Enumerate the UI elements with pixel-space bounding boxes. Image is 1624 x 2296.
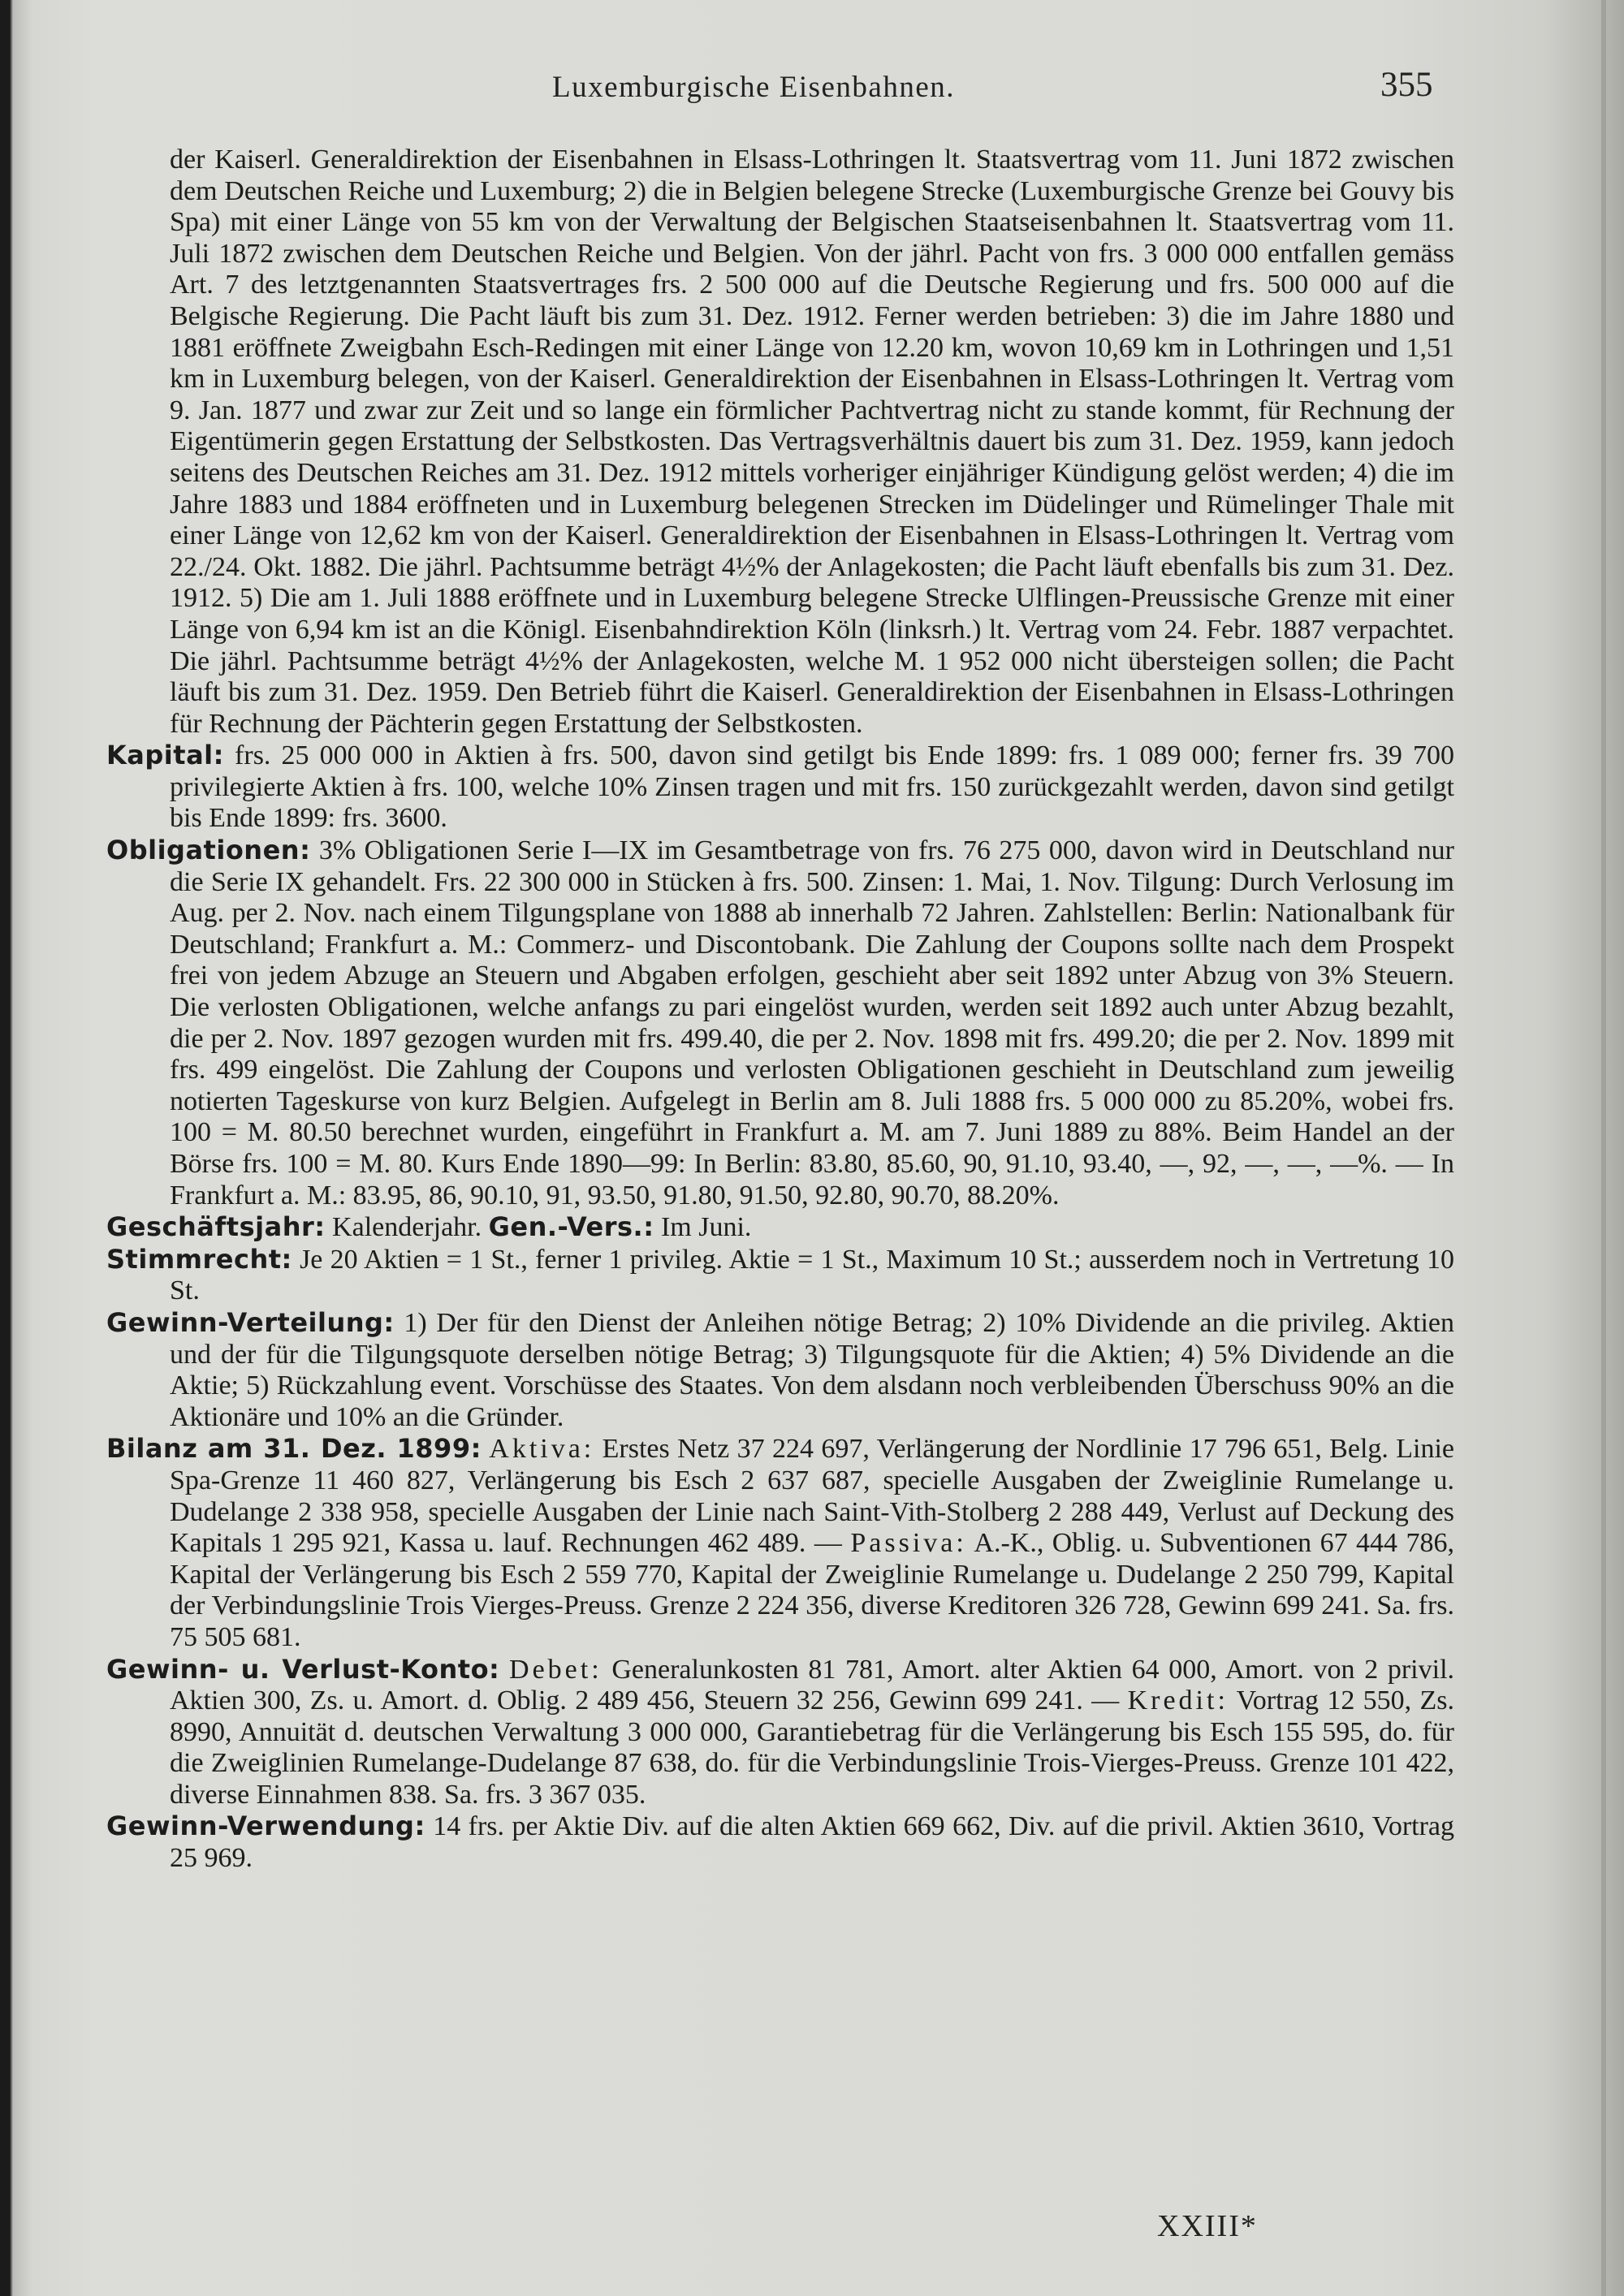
signature-mark: XXIII* (1157, 2209, 1258, 2243)
debet-label: Debet: (509, 1654, 603, 1685)
aktiva-text: Erstes Netz 37 224 697, Verlängerung der Nordlinie 17 796 651, Belg. Linie Spa-Grenze 11 460 827, Verlängerung bis Esch 2 637 687, specielle Ausgaben der Zweiglinie Rumelange u. Dudelange 2 338 958, specielle Ausgaben der Linie nach Saint-Vith-Stolberg 2 288 449, Verlust auf Deckung des Kapitals 1 295 921, Kassa u. lauf. Rechnungen 462 489. — (170, 1434, 1455, 1559)
section-text: Kalenderjahr. (332, 1212, 482, 1243)
scan-edge (1601, 0, 1606, 2296)
section-label: Bilanz am 31. Dez. 1899: (106, 1433, 482, 1465)
kredit-text: Vortrag 12 550, Zs. 8990, Annuität d. deutschen Verwaltung 3 000 000, Garantiebetrag für die Verlängerung bis Esch 155 595, do. für die Zweiglinien Rumelange-Dudelange 87 638, do. für die Verbindungslinie Trois-Vierges-Preuss. Grenze 101 422, diverse Einnahmen 838. Sa. frs. 3 367 035. (170, 1685, 1455, 1810)
section-label: Gewinn-Verwendung: (106, 1810, 425, 1842)
page-header (0, 66, 1624, 119)
continuation-paragraph: der Kaiserl. Generaldirektion der Eisenbahnen in Elsass-Lothringen lt. Staatsvertrag vom 11. Juni 1872 zwischen dem Deutschen Reiche und Luxemburg; 2) die in Belgien belegene Strecke (Luxemburgische Grenze bei Gouvy bis Spa) mit einer Länge von 55 km von der Verwaltung der Belgischen Staatseisenbahnen lt. Staatsvertrag vom 11. Juli 1872 zwischen dem Deutschen Reiche und Belgien. Von der jährl. Pacht von frs. 3 000 000 entfallen gemäss Art. 7 des letztgenannten Staatsvertrages frs. 2 500 000 auf die Deutsche Regierung und frs. 500 000 auf die Belgische Regierung. Die Pacht läuft bis zum 31. Dez. 1912. Ferner werden betrieben: 3) die im Jahre 1880 und 1881 eröffnete Zweigbahn Esch-Redingen mit einer Länge von 12.20 km, wovon 10,69 km in Lothringen und 1,51 km in Luxemburg belegen, von der Kaiserl. Generaldirektion der Eisenbahnen in Elsass-Lothringen lt. Vertrag vom 9. Jan. 1877 und zwar zur Zeit und so lange ein förmlicher Pachtvertrag nicht zu stande kommt, für Rechnung der Eigentümerin gegen Erstattung der Selbstkosten. Das Vertragsverhältnis dauert bis zum 31. Dez. 1959, kann jedoch seitens des Deutschen Reiches am 31. Dez. 1912 mittels vorheriger einjähriger Kündigung gelöst werden; 4) die im Jahre 1883 und 1884 eröffneten und in Luxemburg belegenen Strecken im Düdelinger und Rümelinger Thale mit einer Länge von 12,62 km von der Kaiserl. Generaldirektion der Eisenbahnen in Elsass-Lothringen lt. Vertrag vom 22./24. Okt. 1882. Die jährl. Pachtsumme beträgt 4½% der Anlagekosten; die Pacht läuft ebenfalls bis zum 31. Dez. 1912. 5) Die am 1. Juli 1888 eröffnete und in Luxemburg belegene Strecke Ulflingen-Preussische Grenze mit einer Länge von 6,94 km ist an die Königl. Eisenbahndirektion Köln (linksrh.) lt. Vertrag vom 24. Febr. 1887 verpachtet. Die jährl. Pachtsumme beträgt 4½% der Anlagekosten, welche M. 1 952 000 nicht übersteigen sollen; die Pacht läuft bis zum 31. Dez. 1959. Den Betrieb führt die Kaiserl. Generaldirektion der Eisenbahnen in Elsass-Lothringen für Rechnung der Pächterin gegen Erstattung der Selbstkosten. (170, 145, 1454, 739)
section-label: Gewinn- u. Verlust-Konto: (106, 1653, 500, 1685)
running-title: Luxemburgische Eisenbahnen. (552, 71, 956, 104)
aktiva-label: Aktiva: (489, 1434, 595, 1465)
section-text: 3% Obligationen Serie I—IX im Gesamtbetrage von frs. 76 275 000, davon wird in Deutschland nur die Serie IX gehandelt. Frs. 22 300 000 in Stücken à frs. 500. Zinsen: 1. Mai, 1. Nov. Tilgung: Durch Verlosung im Aug. per 2. Nov. nach einem Tilgungsplane von 1888 ab innerhalb 72 Jahren. Zahlstellen: Berlin: Nationalbank für Deutschland; Frankfurt a. M.: Commerz- und Discontobank. Die Zahlung der Coupons sollte nach dem Prospekt frei von jedem Abzuge an Steuern und Abgaben erfolgen, geschieht aber seit 1892 unter Abzug von 3% Steuern. Die verlosten Obligationen, welche anfangs zu pari eingelöst wurden, werden seit 1892 auch unter Abzug bezahlt, die per 2. Nov. 1897 gezogen wurden mit frs. 499.40, die per 2. Nov. 1898 mit frs. 499.20; die per 2. Nov. 1899 mit frs. 499 eingelöst. Die Zahlung der Coupons und verlosten Obligationen geschieht in Deutschland zum jeweilig notierten Tageskurse von kurz Belgien. Aufgelegt in Berlin am 8. Juli 1888 frs. 5 000 000 zu 85.20%, wobei frs. 100 = M. 80.50 berechnet wurden, eingeführt in Frankfurt a. M. am 7. Juni 1889 zu 88%. Beim Handel an der Börse frs. 100 = M. 80. Kurs Ende 1890—99: In Berlin: 83.80, 85.60, 90, 91.10, 93.40, —, 92, —, —, —%. — In Frankfurt a. M.: 83.95, 86, 90.10, 91, 93.50, 91.80, 91.50, 92.80, 90.70, 88.20%. (170, 835, 1455, 1211)
kredit-label: Kredit: (1127, 1685, 1229, 1716)
section-text: frs. 25 000 000 in Aktien à frs. 500, davon sind getilgt bis Ende 1899: frs. 1 089 000; ferner frs. 39 700 privilegierte Aktien à frs. 100, welche 10% Zinsen tragen und mit frs. 150 zurückgezahlt werden, davon sind getilgt bis Ende 1899: frs. 3600. (170, 740, 1454, 834)
section-text: 1) Der für den Dienst der Anleihen nötige Betrag; 2) 10% Dividende an die privileg. Aktien und der für die Tilgungsquote derselben nötige Betrag; 3) Tilgungsquote für die Aktien; 4) 5% Dividende an die Aktie; 5) Rückzahlung event. Vorschüsse des Staates. Von dem alsdann noch verbleibenden Überschuss 90% an die Aktionäre und 10% an die Gründer. (170, 1307, 1454, 1432)
section-gewinn-verteilung (106, 1307, 1454, 1433)
section-text: Je 20 Aktien = 1 St., ferner 1 privileg. Aktie = 1 St., Maximum 10 St.; ausserdem noch in Vertretung 10 St. (170, 1244, 1455, 1306)
section-gewinn-verwendung (106, 1810, 1454, 1874)
page-number: 355 (1380, 66, 1433, 104)
section-kapital (106, 740, 1454, 835)
section-bilanz (106, 1433, 1454, 1653)
section-label: Gewinn-Verteilung: (106, 1306, 395, 1338)
section-gewinn-verlust (106, 1654, 1454, 1811)
passiva-label: Passiva: (850, 1528, 967, 1559)
section-label: Obligationen: (106, 835, 311, 866)
section-text: 14 frs. per Aktie Div. auf die alten Aktien 669 662, Div. auf die privil. Aktien 3610, Vortrag 25 969. (170, 1811, 1455, 1874)
page-body (106, 145, 1454, 1875)
section-label: Geschäftsjahr: (106, 1211, 326, 1243)
debet-text: Generalunkosten 81 781, Amort. alter Aktien 64 000, Amort. von 2 privil. Aktien 300, Zs. u. Amort. d. Oblig. 2 489 456, Steuern 32 256, Gewinn 699 241. — (170, 1654, 1455, 1716)
section-label-gen-vers: Gen.-Vers.: (488, 1211, 654, 1243)
section-stimmrecht (106, 1244, 1454, 1307)
section-text-gen-vers: Im Juni. (660, 1212, 752, 1243)
section-geschaeftsjahr (106, 1211, 1454, 1244)
section-label: Kapital: (106, 740, 224, 771)
section-obligationen (106, 835, 1454, 1211)
section-label: Stimmrecht: (106, 1243, 292, 1275)
passiva-text: A.-K., Oblig. u. Subventionen 67 444 786, Kapital der Verlängerung bis Esch 2 559 770, Kapital der Zweiglinie Rumelange u. Dudelange 2 250 799, Kapital der Verbindungslinie Trois Vierges-Preuss. Grenze 2 224 356, diverse Kreditoren 326 728, Gewinn 699 241. Sa. frs. 75 505 681. (170, 1528, 1455, 1652)
